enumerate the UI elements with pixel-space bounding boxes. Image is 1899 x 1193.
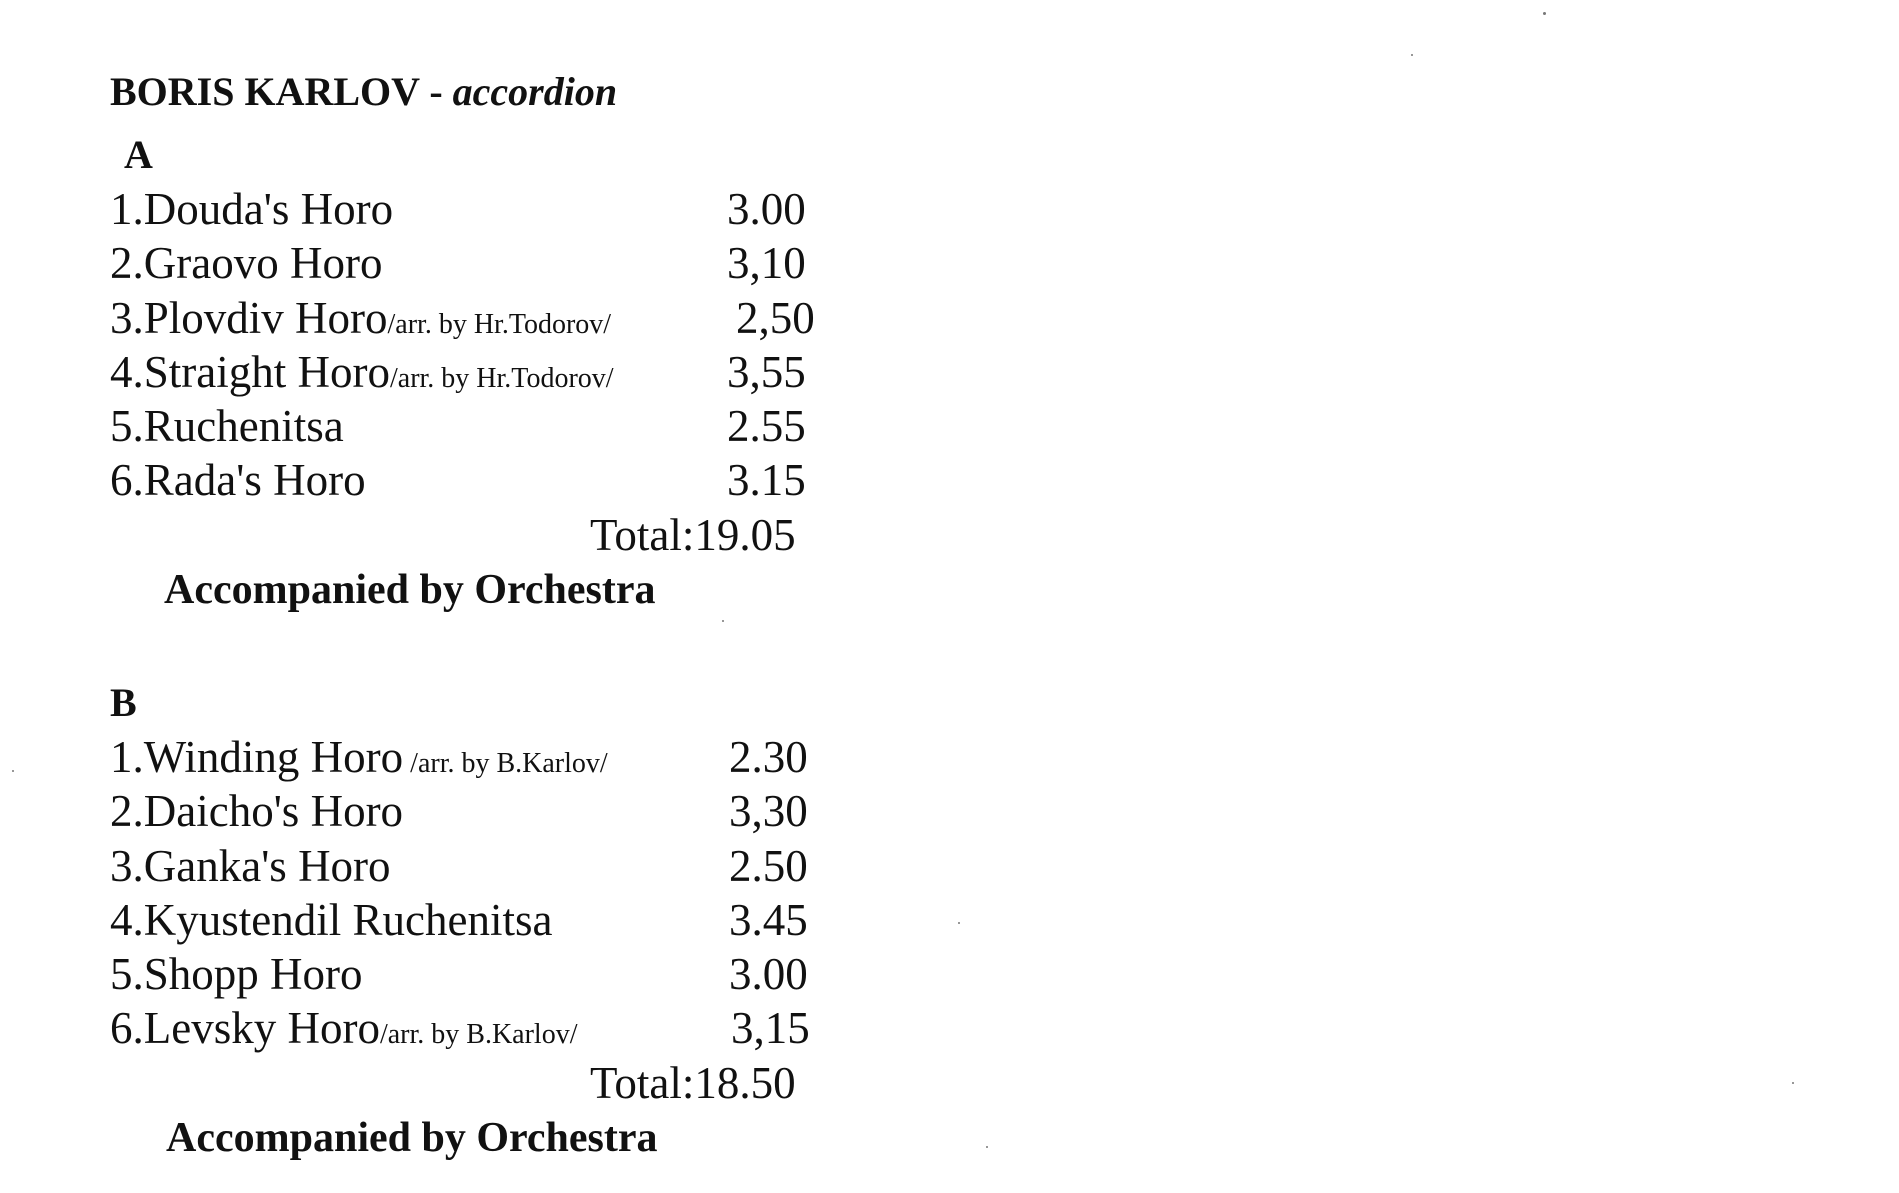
scan-speck: [958, 922, 960, 924]
track-title: 1.Winding Horo: [110, 732, 404, 782]
track-duration: 3.15: [727, 455, 806, 506]
accompaniment-note: Accompanied by Orchestra: [166, 1115, 658, 1162]
side-a-label: A: [124, 132, 153, 177]
track-row: [110, 784, 830, 838]
track-duration: 3.00: [727, 184, 806, 234]
track-title-line: [110, 182, 393, 243]
track-row: [110, 453, 830, 507]
track-duration: 3.45: [729, 894, 808, 945]
side-total: Total:19.05: [590, 509, 796, 560]
track-title-line: [110, 345, 614, 406]
track-title-line: [110, 947, 363, 1008]
track-title-line: [110, 784, 403, 845]
track-row: [110, 291, 830, 345]
track-duration: 3,10: [727, 238, 806, 289]
scan-speck: [986, 1146, 988, 1148]
artist-heading: [110, 69, 618, 114]
track-title: 4.Kyustendil Ruchenitsa: [110, 894, 553, 945]
scan-speck: [722, 620, 724, 622]
track-title: 3.Plovdiv Horo: [110, 292, 388, 343]
track-arranger: /arr. by B.Karlov/: [379, 1019, 578, 1051]
track-title: 6.Rada's Horo: [110, 455, 366, 506]
track-title: 5.Ruchenitsa: [110, 401, 344, 452]
track-title-line: [110, 291, 611, 352]
track-arranger: /arr. by B.Karlov/: [403, 748, 608, 779]
side-a-block: [110, 128, 830, 618]
scan-speck: [1543, 12, 1546, 15]
track-row: [110, 182, 830, 236]
track-title-line: [110, 399, 344, 460]
track-duration: 2.50: [729, 840, 808, 891]
track-duration: 3,30: [729, 786, 808, 837]
track-row: [110, 399, 830, 453]
artist-name: BORIS KARLOV: [110, 69, 420, 114]
scan-speck: [1792, 1082, 1794, 1084]
track-duration: 3,15: [731, 1003, 810, 1054]
track-row: [110, 730, 830, 784]
track-title-line: [110, 1001, 578, 1062]
track-row: [110, 1001, 830, 1055]
track-title: 2.Graovo Horo: [110, 238, 383, 289]
track-duration: 3.00: [729, 949, 808, 1000]
track-title: 1.Douda's Horo: [110, 184, 394, 234]
track-duration: 2.55: [727, 401, 806, 452]
track-duration: 2.30: [729, 732, 808, 782]
side-b-label: B: [110, 680, 137, 725]
track-row: [110, 893, 830, 947]
track-arranger: /arr. by Hr.Todorov/: [387, 308, 612, 340]
track-row: [110, 839, 830, 893]
artist-separator: -: [419, 69, 453, 114]
track-duration: 3,55: [727, 346, 806, 397]
track-title-line: [110, 839, 391, 900]
accompaniment-note: Accompanied by Orchestra: [164, 567, 656, 614]
side-a-total-row: [110, 508, 830, 562]
track-title-line: [110, 730, 608, 791]
track-arranger: /arr. by Hr.Todorov/: [389, 362, 614, 394]
track-title: 4.Straight Horo: [110, 346, 390, 397]
artist-instrument: accordion: [452, 69, 618, 114]
track-title-line: [110, 236, 382, 297]
scan-speck: [12, 770, 14, 772]
track-title: 3.Ganka's Horo: [110, 840, 391, 891]
track-title: 5.Shopp Horo: [110, 949, 363, 1000]
track-row: [110, 345, 830, 399]
side-b-total-row: [110, 1056, 830, 1110]
side-total: Total:18.50: [590, 1057, 796, 1108]
track-title: 2.Daicho's Horo: [110, 786, 404, 837]
track-title-line: [110, 893, 552, 954]
track-row: [110, 236, 830, 290]
track-title: 6.Levsky Horo: [110, 1003, 380, 1054]
track-title-line: [110, 453, 366, 514]
track-row: [110, 947, 830, 1001]
track-duration: 2,50: [736, 292, 815, 343]
side-b-block: [110, 676, 830, 1166]
scan-speck: [1411, 54, 1413, 56]
